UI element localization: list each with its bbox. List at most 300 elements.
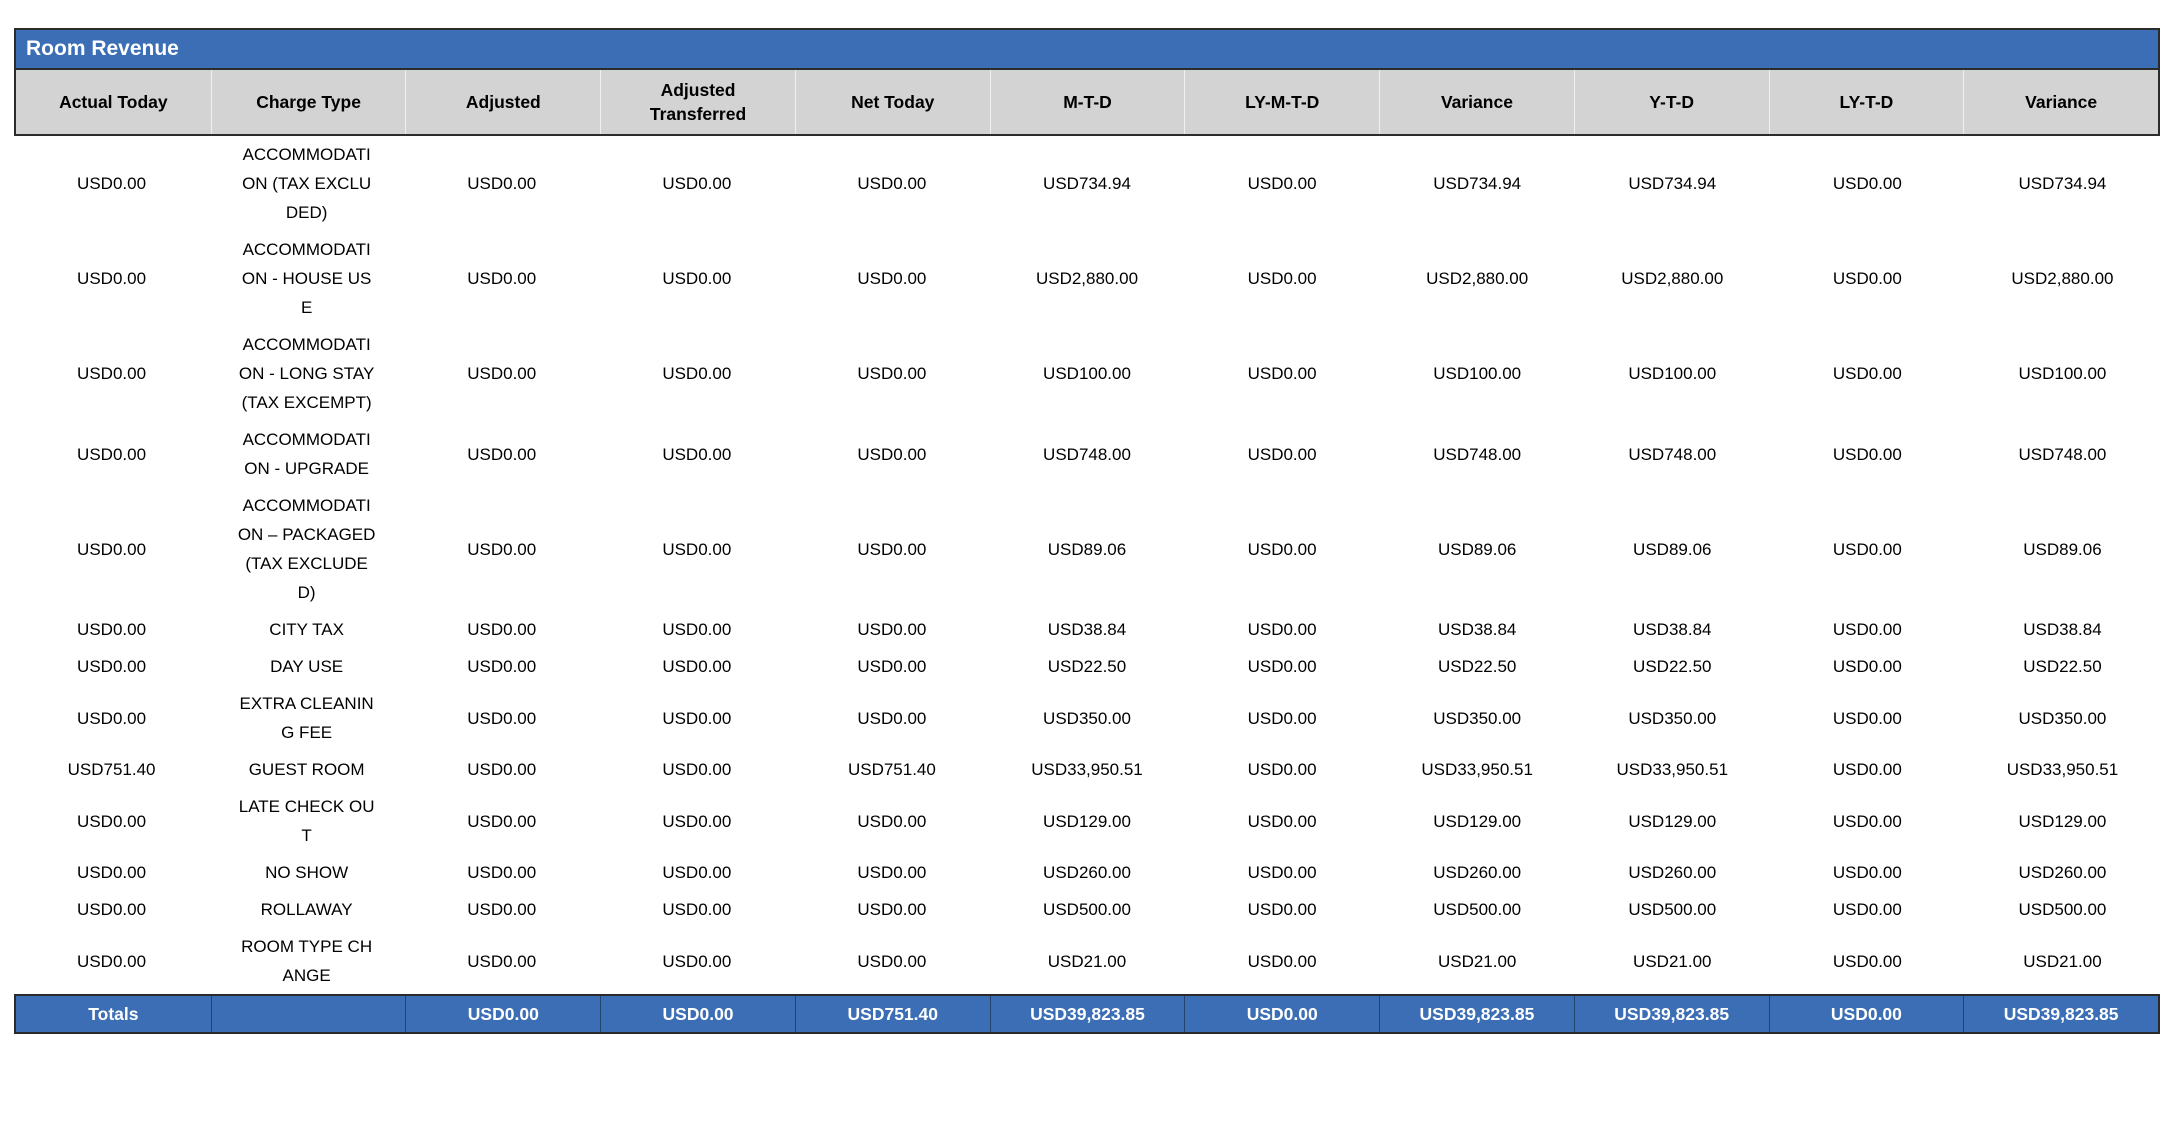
charge-type-text: ACCOMMODATION - LONG STAY (TAX EXCEMPT)	[238, 335, 375, 412]
table-row	[14, 751, 2160, 788]
header-cell	[1963, 70, 2158, 134]
value-text: USD0.00	[662, 811, 732, 831]
table-row	[14, 648, 2160, 685]
totals-label: Totals	[88, 1004, 139, 1024]
value-cell	[599, 136, 794, 231]
value-text: USD0.00	[467, 539, 537, 559]
value-cell	[1185, 487, 1380, 611]
value-text: USD22.50	[1047, 657, 1127, 676]
value-text: USD100.00	[1433, 364, 1522, 383]
value-cell	[14, 891, 209, 928]
totals-value	[211, 996, 406, 1032]
value-text: USD0.00	[662, 269, 732, 288]
value-cell	[1575, 854, 1770, 891]
value-text: USD38.84	[2023, 620, 2102, 639]
value-cell	[1770, 611, 1965, 648]
value-cell	[599, 648, 794, 685]
charge-type-text: NO SHOW	[265, 863, 349, 882]
header-cell	[1379, 70, 1574, 134]
value-cell	[1965, 685, 2160, 751]
value-text: USD0.00	[857, 364, 927, 383]
header-cell	[600, 70, 795, 134]
charge-type-cell	[209, 611, 404, 648]
value-cell	[1380, 751, 1575, 788]
value-cell	[1965, 891, 2160, 928]
value-text: USD0.00	[1832, 900, 1902, 919]
table-row	[14, 326, 2160, 421]
value-text: USD0.00	[467, 657, 537, 676]
charge-type-text: EXTRA CLEANING FEE	[239, 694, 374, 742]
value-cell	[1380, 788, 1575, 854]
value-text: USD0.00	[857, 444, 927, 464]
header-cell	[405, 70, 600, 134]
value-text: USD0.00	[77, 174, 147, 193]
value-cell	[599, 891, 794, 928]
value-text: USD350.00	[1433, 708, 1522, 728]
value-text: USD0.00	[1832, 364, 1902, 383]
value-text: USD0.00	[1247, 951, 1317, 971]
value-text: USD0.00	[662, 444, 732, 464]
value-text: USD260.00	[1043, 863, 1131, 882]
header-label: Adjusted Transferred	[649, 80, 747, 124]
value-cell	[404, 648, 599, 685]
value-cell	[1965, 788, 2160, 854]
value-cell	[404, 928, 599, 994]
value-cell	[794, 136, 989, 231]
value-cell	[599, 928, 794, 994]
header-label: Y-T-D	[1649, 92, 1695, 112]
header-label: Charge Type	[256, 92, 361, 112]
value-text: USD0.00	[1247, 444, 1317, 464]
value-cell	[14, 326, 209, 421]
charge-type-text: CITY TAX	[269, 620, 344, 639]
value-cell	[989, 891, 1184, 928]
value-text: USD38.84	[1437, 620, 1517, 639]
value-cell	[1185, 854, 1380, 891]
value-cell	[1965, 751, 2160, 788]
value-text: USD0.00	[467, 364, 537, 383]
value-text: USD2,880.00	[2011, 269, 2114, 288]
header-cell	[1769, 70, 1964, 134]
value-text: USD0.00	[467, 760, 537, 779]
value-text: USD89.06	[1437, 539, 1517, 559]
value-text: USD260.00	[2018, 863, 2107, 882]
value-text: USD0.00	[467, 174, 537, 193]
value-cell	[1770, 751, 1965, 788]
value-text: USD129.00	[1433, 811, 1522, 831]
value-cell	[1770, 421, 1965, 487]
value-text: USD500.00	[1628, 900, 1717, 919]
totals-value: USD0.00	[405, 996, 600, 1032]
totals-value: USD0.00	[600, 996, 795, 1032]
charge-type-cell	[209, 685, 404, 751]
value-cell	[404, 854, 599, 891]
value-cell	[1770, 326, 1965, 421]
value-cell	[989, 136, 1184, 231]
value-text: USD734.94	[1043, 174, 1131, 193]
value-cell	[1770, 487, 1965, 611]
value-cell	[1380, 487, 1575, 611]
value-text: USD2,880.00	[1426, 269, 1529, 288]
value-text: USD0.00	[662, 708, 732, 728]
value-text: USD129.00	[2018, 811, 2107, 831]
value-cell	[14, 487, 209, 611]
value-text: USD0.00	[857, 951, 927, 971]
value-cell	[404, 685, 599, 751]
value-text: USD0.00	[1832, 951, 1902, 971]
value-text: USD0.00	[1832, 444, 1902, 464]
value-cell	[1965, 611, 2160, 648]
totals-value: USD751.40	[795, 996, 990, 1032]
value-text: USD0.00	[467, 269, 537, 288]
value-cell	[794, 611, 989, 648]
value-text: USD38.84	[1047, 620, 1127, 639]
table-row	[14, 685, 2160, 751]
value-cell	[404, 487, 599, 611]
value-cell	[14, 648, 209, 685]
value-text: USD38.84	[1633, 620, 1712, 639]
value-text: USD0.00	[77, 811, 147, 831]
charge-type-text: ACCOMMODATION – PACKAGED (TAX EXCLUDED)	[237, 496, 376, 602]
value-cell	[404, 136, 599, 231]
charge-type-text: DAY USE	[270, 657, 344, 676]
value-text: USD350.00	[1628, 708, 1717, 728]
value-text: USD0.00	[857, 174, 927, 193]
value-text: USD129.00	[1043, 811, 1131, 831]
value-cell	[1380, 928, 1575, 994]
value-text: USD89.06	[2023, 539, 2102, 559]
value-cell	[14, 136, 209, 231]
value-text: USD0.00	[662, 174, 732, 193]
value-text: USD0.00	[467, 811, 537, 831]
totals-value: USD39,823.85	[1574, 996, 1769, 1032]
value-cell	[14, 685, 209, 751]
value-text: USD0.00	[1247, 620, 1317, 639]
value-text: USD0.00	[662, 900, 732, 919]
header-label: Variance	[2025, 92, 2098, 112]
value-text: USD0.00	[77, 708, 147, 728]
charge-type-cell	[209, 891, 404, 928]
value-text: USD100.00	[2018, 364, 2107, 383]
charge-type-cell	[209, 231, 404, 326]
value-cell	[1965, 136, 2160, 231]
value-text: USD0.00	[857, 863, 927, 882]
table-row	[14, 487, 2160, 611]
totals-row	[14, 994, 2160, 1034]
value-text: USD0.00	[1247, 863, 1317, 882]
value-text: USD0.00	[662, 863, 732, 882]
value-cell	[1380, 648, 1575, 685]
table-row	[14, 231, 2160, 326]
value-cell	[794, 685, 989, 751]
value-text: USD33,950.51	[1421, 760, 1533, 779]
value-cell	[1965, 928, 2160, 994]
value-text: USD0.00	[1832, 174, 1902, 193]
value-text: USD0.00	[77, 269, 147, 288]
value-cell	[599, 751, 794, 788]
value-cell	[1965, 231, 2160, 326]
table-row	[14, 788, 2160, 854]
value-cell	[989, 326, 1184, 421]
value-text: USD0.00	[1247, 900, 1317, 919]
value-text: USD734.94	[1433, 174, 1522, 193]
table-row	[14, 928, 2160, 994]
value-cell	[404, 611, 599, 648]
value-text: USD33,950.51	[1031, 760, 1143, 779]
value-text: USD748.00	[1043, 444, 1131, 464]
value-text: USD22.50	[1633, 657, 1712, 676]
value-text: USD0.00	[1247, 174, 1317, 193]
value-cell	[1575, 928, 1770, 994]
value-text: USD734.94	[1628, 174, 1717, 193]
header-label: Actual Today	[59, 92, 168, 112]
value-cell	[794, 326, 989, 421]
value-cell	[1770, 648, 1965, 685]
value-text: USD0.00	[467, 951, 537, 971]
value-text: USD89.06	[1633, 539, 1712, 559]
totals-value: USD39,823.85	[1379, 996, 1574, 1032]
value-text: USD350.00	[2018, 708, 2107, 728]
value-cell	[1185, 751, 1380, 788]
value-text: USD0.00	[77, 657, 147, 676]
value-cell	[1380, 854, 1575, 891]
value-text: USD500.00	[1433, 900, 1522, 919]
charge-type-cell	[209, 326, 404, 421]
value-cell	[14, 231, 209, 326]
value-text: USD0.00	[467, 708, 537, 728]
value-cell	[794, 891, 989, 928]
value-text: USD0.00	[662, 620, 732, 639]
value-text: USD0.00	[857, 620, 927, 639]
value-cell	[1575, 136, 1770, 231]
value-text: USD0.00	[857, 900, 927, 919]
value-text: USD260.00	[1628, 863, 1717, 882]
header-label: LY-M-T-D	[1245, 92, 1320, 112]
value-text: USD0.00	[1832, 863, 1902, 882]
value-text: USD0.00	[1832, 708, 1902, 728]
value-cell	[404, 751, 599, 788]
value-cell	[794, 854, 989, 891]
value-cell	[1380, 421, 1575, 487]
value-cell	[1380, 231, 1575, 326]
value-text: USD0.00	[1832, 811, 1902, 831]
value-cell	[1965, 421, 2160, 487]
value-cell	[1770, 231, 1965, 326]
value-cell	[1380, 891, 1575, 928]
value-cell	[404, 891, 599, 928]
value-cell	[1380, 685, 1575, 751]
value-cell	[599, 487, 794, 611]
value-cell	[1965, 326, 2160, 421]
table-row	[14, 611, 2160, 648]
value-text: USD0.00	[857, 811, 927, 831]
value-text: USD21.00	[1047, 951, 1127, 971]
value-text: USD0.00	[662, 760, 732, 779]
value-text: USD2,880.00	[1035, 269, 1139, 288]
value-text: USD2,880.00	[1621, 269, 1724, 288]
value-cell	[1575, 751, 1770, 788]
header-label: M-T-D	[1063, 92, 1112, 112]
value-text: USD0.00	[77, 364, 147, 383]
table-body	[14, 136, 2160, 994]
charge-type-cell	[209, 788, 404, 854]
value-cell	[989, 648, 1184, 685]
value-text: USD0.00	[1832, 657, 1902, 676]
value-cell	[14, 854, 209, 891]
value-text: USD22.50	[2023, 657, 2102, 676]
report-title: Room Revenue	[26, 37, 179, 60]
value-cell	[404, 788, 599, 854]
value-text: USD0.00	[1247, 539, 1317, 559]
value-text: USD500.00	[1043, 900, 1131, 919]
value-cell	[989, 928, 1184, 994]
charge-type-text: ACCOMMODATION - UPGRADE	[242, 430, 371, 478]
value-cell	[599, 788, 794, 854]
value-cell	[404, 326, 599, 421]
value-cell	[1575, 648, 1770, 685]
value-text: USD21.00	[1633, 951, 1712, 971]
value-text: USD0.00	[77, 863, 147, 882]
value-cell	[1185, 648, 1380, 685]
value-cell	[404, 231, 599, 326]
value-text: USD0.00	[662, 951, 732, 971]
value-cell	[1575, 685, 1770, 751]
value-cell	[1965, 487, 2160, 611]
header-label: LY-T-D	[1839, 92, 1894, 112]
value-cell	[989, 751, 1184, 788]
value-text: USD21.00	[1437, 951, 1517, 971]
value-cell	[794, 421, 989, 487]
header-cell	[795, 70, 990, 134]
value-text: USD0.00	[467, 863, 537, 882]
charge-type-text: ACCOMMODATION (TAX EXCLUDED)	[242, 145, 372, 222]
value-cell	[599, 685, 794, 751]
value-cell	[989, 788, 1184, 854]
value-cell	[599, 231, 794, 326]
value-cell	[1185, 136, 1380, 231]
value-text: USD0.00	[662, 657, 732, 676]
header-cell	[1184, 70, 1379, 134]
value-text: USD33,950.51	[2006, 760, 2119, 779]
value-cell	[794, 788, 989, 854]
value-text: USD100.00	[1628, 364, 1717, 383]
value-text: USD0.00	[1832, 269, 1902, 288]
value-text: USD0.00	[857, 708, 927, 728]
value-text: USD734.94	[2018, 174, 2107, 193]
value-text: USD748.00	[1433, 444, 1522, 464]
value-text: USD129.00	[1628, 811, 1717, 831]
value-text: USD22.50	[1437, 657, 1517, 676]
value-text: USD751.40	[847, 760, 936, 779]
charge-type-text: GUEST ROOM	[248, 760, 365, 779]
value-cell	[1770, 854, 1965, 891]
value-text: USD100.00	[1043, 364, 1131, 383]
value-text: USD0.00	[1247, 811, 1317, 831]
value-text: USD89.06	[1047, 539, 1127, 559]
header-cell	[1574, 70, 1769, 134]
value-cell	[1965, 854, 2160, 891]
value-cell	[989, 685, 1184, 751]
value-cell	[599, 326, 794, 421]
value-cell	[1965, 648, 2160, 685]
value-cell	[989, 611, 1184, 648]
value-cell	[989, 421, 1184, 487]
value-text: USD0.00	[77, 900, 147, 919]
value-cell	[794, 231, 989, 326]
value-cell	[599, 611, 794, 648]
value-text: USD0.00	[857, 269, 927, 288]
totals-value: USD0.00	[1769, 996, 1964, 1032]
charge-type-cell	[209, 487, 404, 611]
value-cell	[1770, 891, 1965, 928]
value-cell	[1575, 231, 1770, 326]
value-cell	[1185, 891, 1380, 928]
value-cell	[1770, 928, 1965, 994]
value-text: USD0.00	[1247, 269, 1317, 288]
value-text: USD350.00	[1043, 708, 1131, 728]
value-text: USD0.00	[77, 951, 147, 971]
value-cell	[1185, 421, 1380, 487]
totals-value: USD39,823.85	[990, 996, 1185, 1032]
charge-type-cell	[209, 421, 404, 487]
report-title-bar	[14, 28, 2160, 70]
value-text: USD0.00	[77, 620, 147, 639]
value-text: USD21.00	[2023, 951, 2102, 971]
value-cell	[599, 854, 794, 891]
value-cell	[794, 928, 989, 994]
value-cell	[794, 751, 989, 788]
value-text: USD748.00	[1628, 444, 1717, 464]
value-cell	[794, 487, 989, 611]
value-cell	[1575, 611, 1770, 648]
value-cell	[1575, 891, 1770, 928]
value-cell	[1185, 326, 1380, 421]
value-text: USD0.00	[1247, 760, 1317, 779]
value-cell	[14, 421, 209, 487]
value-cell	[1185, 788, 1380, 854]
value-text: USD260.00	[1433, 863, 1522, 882]
value-cell	[989, 231, 1184, 326]
value-text: USD0.00	[467, 444, 537, 464]
value-cell	[1380, 326, 1575, 421]
value-cell	[1770, 685, 1965, 751]
value-text: USD0.00	[467, 620, 537, 639]
value-cell	[989, 487, 1184, 611]
value-cell	[1575, 788, 1770, 854]
header-cell	[211, 70, 406, 134]
value-text: USD500.00	[2018, 900, 2107, 919]
charge-type-cell	[209, 648, 404, 685]
header-label: Net Today	[851, 92, 935, 112]
value-text: USD0.00	[467, 900, 537, 919]
header-label: Variance	[1440, 92, 1513, 112]
value-text: USD748.00	[2018, 444, 2107, 464]
table-row	[14, 854, 2160, 891]
value-text: USD0.00	[857, 539, 927, 559]
value-cell	[1770, 136, 1965, 231]
value-cell	[1185, 231, 1380, 326]
value-cell	[14, 928, 209, 994]
value-cell	[1575, 421, 1770, 487]
value-cell	[14, 788, 209, 854]
value-text: USD0.00	[1832, 539, 1902, 559]
value-cell	[1185, 928, 1380, 994]
value-cell	[1575, 487, 1770, 611]
value-cell	[14, 751, 209, 788]
value-text: USD0.00	[1247, 708, 1317, 728]
value-text: USD0.00	[1832, 620, 1902, 639]
room-revenue-report	[14, 28, 2160, 1034]
